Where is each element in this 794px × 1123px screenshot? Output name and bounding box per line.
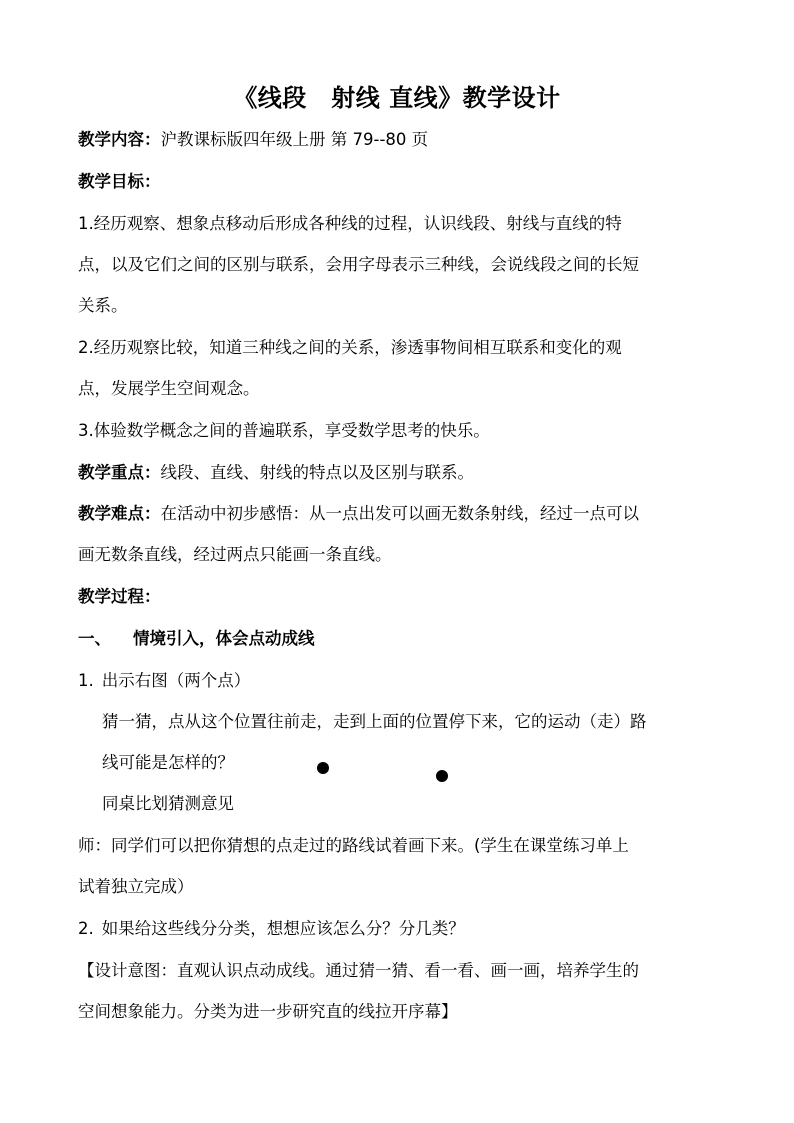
difficulty-text-1: 在活动中初步感悟：从一点出发可以画无数条射线，经过一点可以: [160, 504, 639, 523]
key-points-text: 线段、直线、射线的特点以及区别与联系。: [160, 463, 474, 482]
step-1-line-4: 同桌比划猜测意见: [102, 794, 234, 813]
step-2-text: 如果给这些线分分类，想想应该怎么分？分几类？: [101, 919, 465, 938]
step-2-line: [78, 917, 465, 941]
design-intent-line-2: 空间想象能力。分类为进一步研究直的线拉开序幕】: [78, 1002, 458, 1021]
objective-2-line-2: 点，发展学生空间观念。: [78, 379, 260, 398]
objective-1-line-2: 点，以及它们之间的区别与联系，会用字母表示三种线，会说线段之间的长短: [78, 255, 639, 274]
content-text: 沪教课标版四年级上册 第 79--80 页: [160, 130, 429, 149]
page-title: 《线段 射线 直线》教学设计: [233, 84, 561, 112]
step-1-line-2: 猜一猜，点从这个位置往前走，走到上面的位置停下来，它的运动（走）路: [102, 712, 647, 731]
objective-1-line-1: 1.经历观察、想象点移动后形成各种线的过程，认识线段、射线与直线的特: [78, 214, 622, 233]
difficulty-label: 教学难点：: [78, 504, 161, 523]
objective-3: 3.体验数学概念之间的普遍联系，享受数学思考的快乐。: [78, 421, 490, 440]
teacher-line-1: 师：同学们可以把你猜想的点走过的路线试着画下来。(学生在课堂练习单上: [78, 836, 629, 855]
content-line: [78, 128, 428, 152]
difficulty-line-1: [78, 502, 639, 526]
section-1-number: 一、: [78, 629, 111, 648]
design-intent-line-1: 【设计意图：直观认识点动成线。通过猜一猜、看一看、画一画，培养学生的: [78, 961, 639, 980]
step-1-line-3: 线可能是怎样的？: [102, 753, 234, 772]
key-points-label: 教学重点：: [78, 463, 161, 482]
step-1-number: 1.: [78, 671, 94, 690]
point-a-dot: [317, 762, 329, 774]
step-1-text: 出示右图（两个点）: [101, 671, 251, 690]
content-label: 教学内容：: [78, 130, 161, 149]
step-1-line-1: [78, 669, 250, 693]
point-b-dot: [436, 770, 448, 782]
key-points-line: [78, 461, 474, 485]
teacher-line-2: 试着独立完成）: [78, 877, 194, 896]
section-1-heading: [78, 627, 315, 651]
process-label: 教学过程：: [78, 587, 161, 606]
difficulty-line-2: 画无数条直线，经过两点只能画一条直线。: [78, 545, 392, 564]
section-1-title: 情境引入，体会点动成线: [133, 629, 315, 648]
step-2-number: 2.: [78, 919, 94, 938]
objective-2-line-1: 2.经历观察比较，知道三种线之间的关系，渗透事物间相互联系和变化的观: [78, 338, 622, 357]
objectives-label: 教学目标：: [78, 172, 161, 191]
objective-1-line-3: 关系。: [78, 296, 128, 315]
